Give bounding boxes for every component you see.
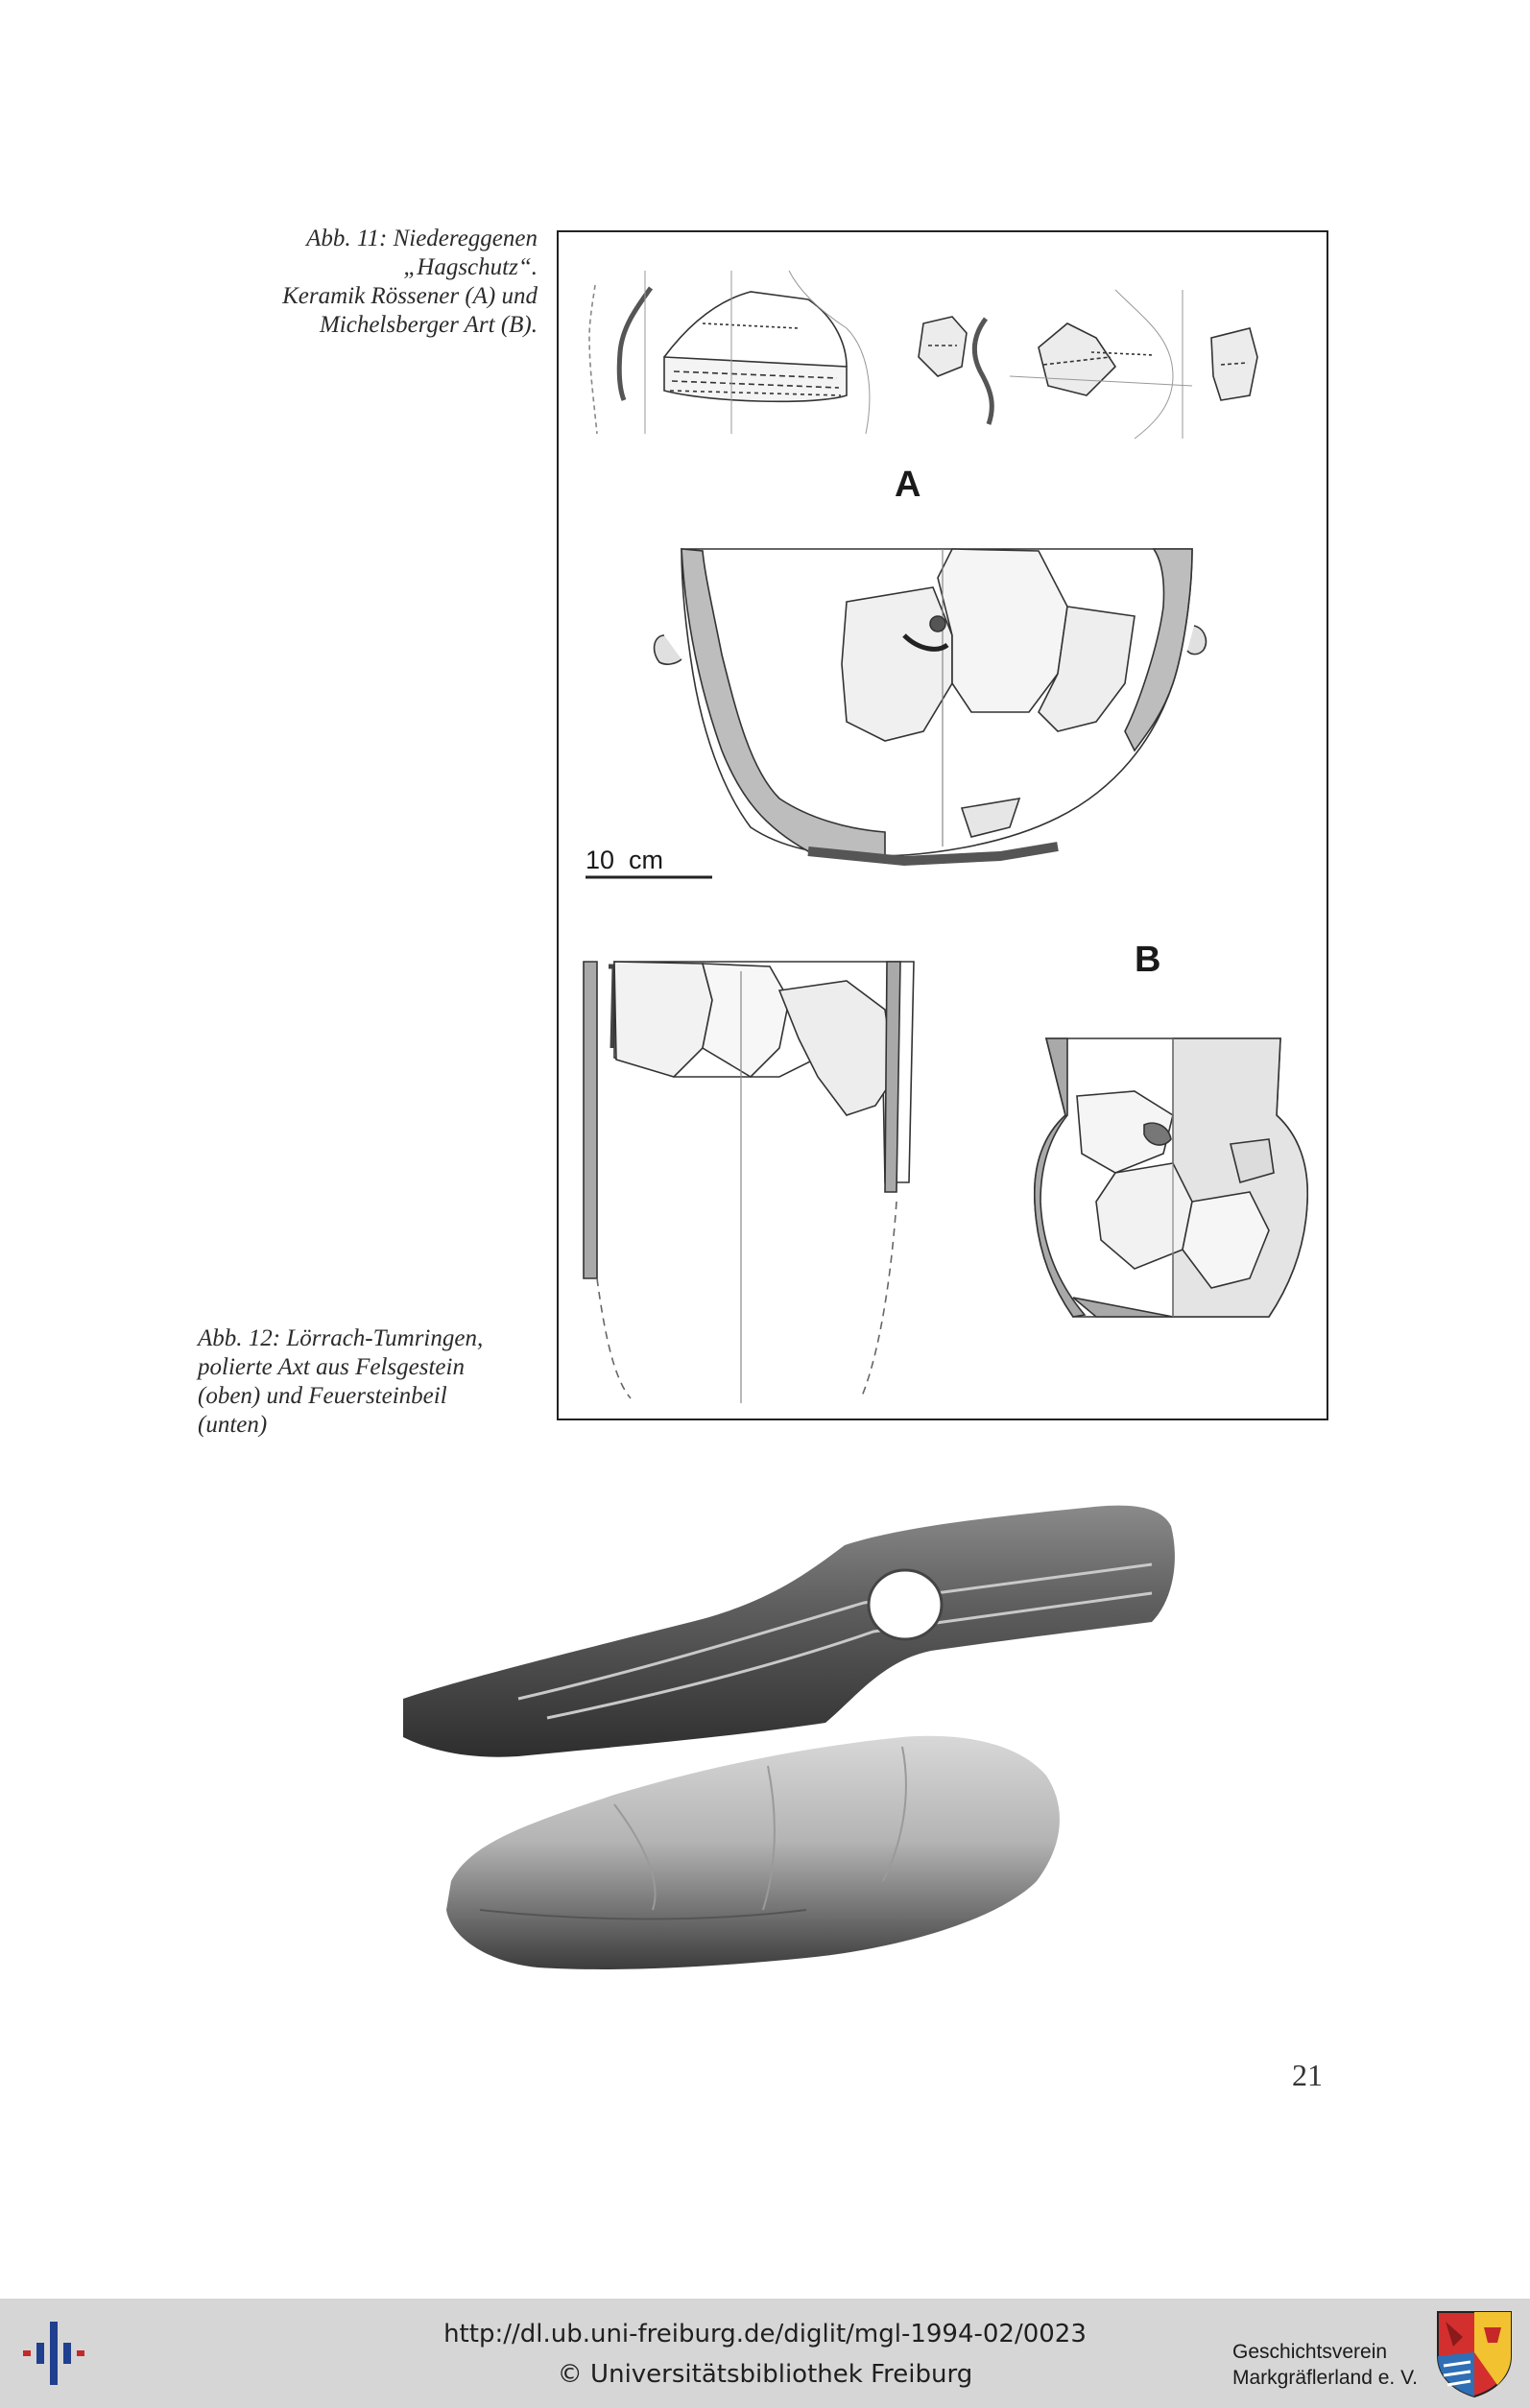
caption-line: Michelsberger Art (B). [319,312,538,338]
figure-12-photo [326,1459,1363,2006]
bowl-a-drawing [655,549,1207,861]
sherd-small-2 [1183,290,1257,439]
copyright-notice: © Universitätsbibliothek Freiburg [557,2360,973,2389]
caption-line: polierte Axt aus Felsgestein [198,1354,465,1380]
document-url-link[interactable]: http://dl.ub.uni-freiburg.de/diglit/mgl-1994-02/0023 [443,2320,1087,2348]
caption-line: (oben) und Feuersteinbeil [198,1383,447,1409]
plate-label-b: B [1135,940,1161,980]
figure-11-plate [557,230,1328,1420]
plate-label-a: A [895,465,921,505]
jar-b-rounded-drawing [1035,1038,1307,1317]
society-line: Markgräflerland e. V. [1232,2367,1418,2389]
caption-line: Keramik Rössener (A) und [282,283,538,309]
figure-11-caption [192,225,538,340]
society-name [1232,2339,1418,2391]
sherd-small-1 [919,317,992,424]
polished-stone-axe [403,1506,1175,1757]
sherd-decorated-bowl-1 [645,271,870,434]
sherd-profile-1 [589,285,651,434]
pottery-drawings [559,232,1327,1419]
sherd-decorated-bowl-2 [1010,290,1192,439]
figure-12-caption [198,1324,543,1440]
caption-line: (unten) [198,1412,268,1438]
caption-line: „Hagschutz“. [403,254,538,280]
society-line: Geschichtsverein [1232,2341,1388,2363]
axe-and-flint-photo [326,1459,1363,2006]
footer-bar [0,2299,1530,2408]
caption-line: Abb. 12: Lörrach-Tumringen, [198,1325,484,1351]
scale-label: 10 cm [586,846,664,874]
caption-line: Abb. 11: Niedereggenen [306,226,538,251]
beaker-b-tall-drawing [584,962,914,1403]
page-number: 21 [1292,2058,1323,2092]
flint-blade [446,1736,1060,1969]
coat-of-arms-icon [1434,2308,1515,2398]
